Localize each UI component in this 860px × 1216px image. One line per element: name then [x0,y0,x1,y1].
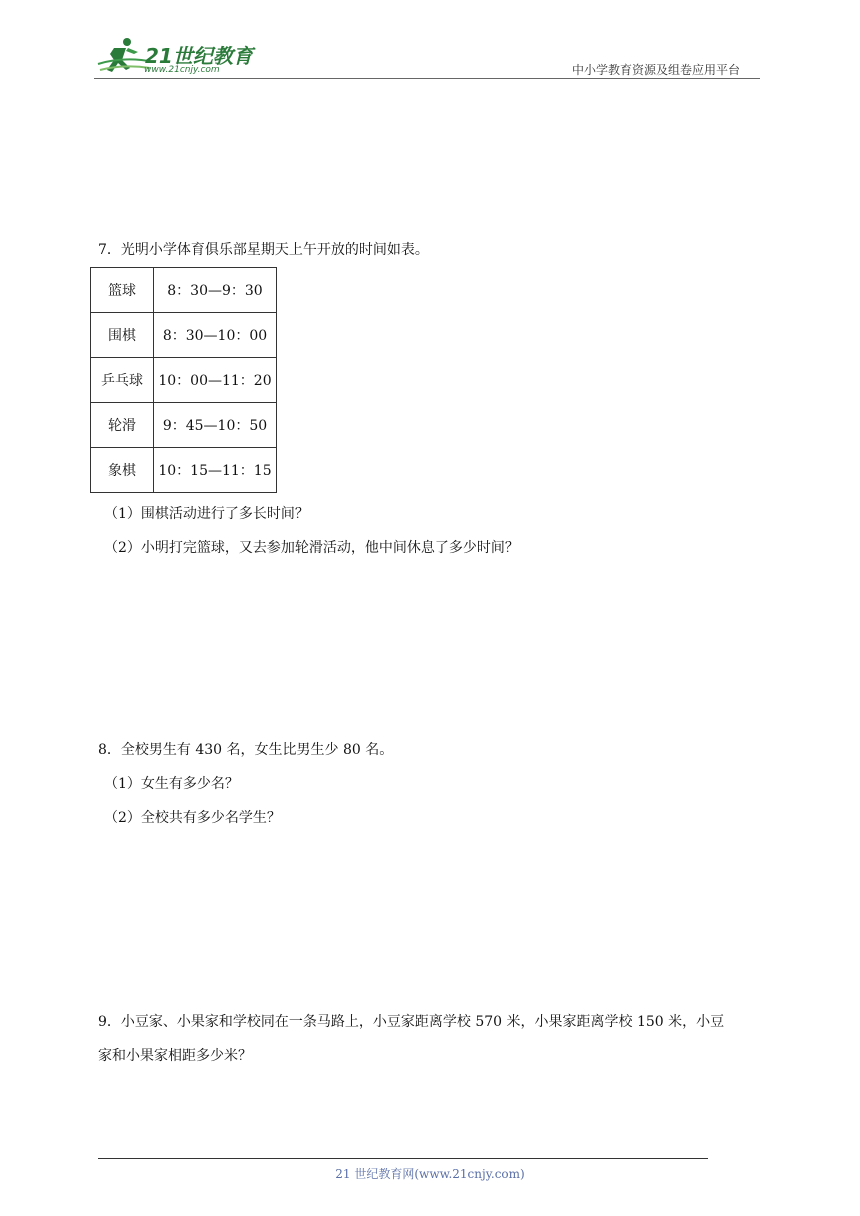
time-cell: 9：45—10：50 [154,403,277,448]
footer-divider [98,1158,708,1159]
table-row [91,403,277,448]
q9-line2: 家和小果家相距多少米？ [98,1048,252,1064]
activity-cell: 围棋 [91,313,154,358]
table-row [91,358,277,403]
q7-stem: 7．光明小学体育俱乐部星期天上午开放的时间如表。 [98,242,429,258]
logo-url-text: www.21cnjy.com [144,65,220,75]
logo-brand-text: 21世纪教育 [145,44,253,68]
time-cell: 8：30—10：00 [154,313,277,358]
q7-sub2: （2）小明打完篮球，又去参加轮滑活动，他中间休息了多少时间？ [104,540,519,556]
q8-sub1: （1）女生有多少名？ [104,776,239,792]
time-cell: 8：30—9：30 [154,268,277,313]
header-platform-title: 中小学教育资源及组卷应用平台 [572,63,741,77]
table-row [91,448,277,493]
q8-stem: 8．全校男生有 430 名，女生比男生少 80 名。 [98,742,394,758]
activity-cell: 乒乓球 [91,358,154,403]
schedule-table [90,267,277,493]
header-divider [94,78,760,79]
time-cell: 10：15—11：15 [154,448,277,493]
q8-sub2: （2）全校共有多少名学生？ [104,810,281,826]
activity-cell: 篮球 [91,268,154,313]
footer-link[interactable]: 21 世纪教育网(www.21cnjy.com) [335,1167,525,1181]
table-row [91,313,277,358]
time-cell: 10：00—11：20 [154,358,277,403]
q7-sub1: （1）围棋活动进行了多长时间？ [104,506,309,522]
table-row [91,268,277,313]
activity-cell: 象棋 [91,448,154,493]
activity-cell: 轮滑 [91,403,154,448]
q9-line1: 9．小豆家、小果家和学校同在一条马路上，小豆家距离学校 570 米，小果家距离学校 150 米，小豆 [98,1014,725,1030]
